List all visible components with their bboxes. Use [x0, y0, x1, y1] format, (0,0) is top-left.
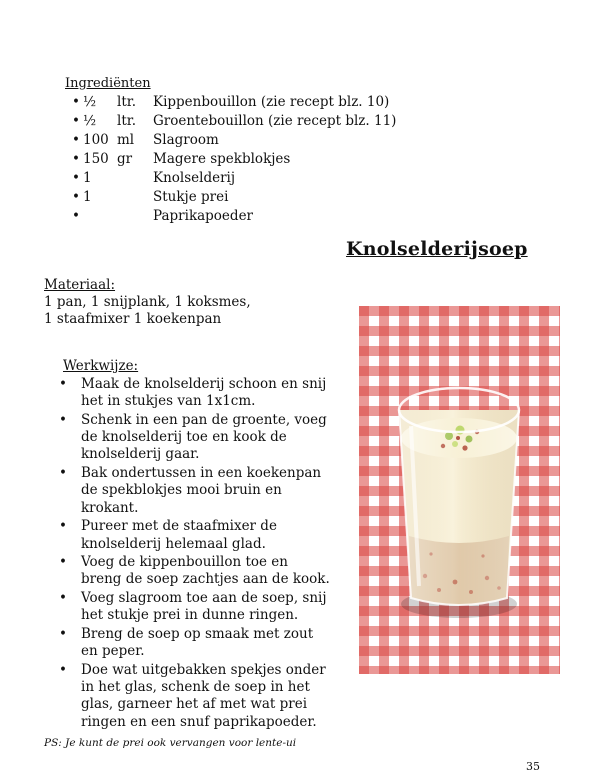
ingredient-qty: ½ [83, 94, 97, 110]
materials-line: 1 staafmixer 1 koekenpan [44, 311, 222, 327]
recipe-title: Knolselderijsoep [346, 238, 528, 260]
bullet: • [59, 376, 67, 392]
soup-photo [359, 306, 560, 674]
method-step [57, 590, 347, 625]
ingredient-unit: ltr. [117, 94, 137, 110]
ingredient-qty: 1 [83, 189, 92, 205]
step-line: en peper. [81, 643, 145, 660]
ingredient-unit: ml [117, 132, 135, 148]
materials-line: 1 pan, 1 snijplank, 1 koksmes, [44, 294, 251, 310]
step-line: ringen en een snuf paprikapoeder. [81, 713, 317, 730]
ingredient-unit: gr [117, 151, 133, 167]
step-line: glas, garneer het af met wat prei [81, 696, 308, 713]
bullet: • [72, 208, 80, 224]
bullet: • [59, 518, 67, 535]
ingredient-name: Slagroom [153, 132, 219, 148]
ingredient-name: Stukje prei [153, 189, 229, 205]
step-line: Voeg slagroom toe aan de soep, snij [81, 590, 327, 607]
method-step [57, 626, 347, 661]
step-line: Pureer met de staafmixer de [81, 518, 277, 535]
ingredient-qty: 100 [83, 132, 109, 148]
step-line: de spekblokjes mooi bruin en [81, 482, 282, 499]
step-line: Maak de knolselderij schoon en snij [81, 376, 327, 392]
step-line: breng de soep zachtjes aan de kook. [81, 571, 330, 588]
step-line: knolselderij helemaal glad. [81, 535, 266, 552]
step-line: Doe wat uitgebakken spekjes onder [81, 661, 326, 678]
ingredient-qty: ½ [83, 113, 97, 129]
step-line: knolselderij gaar. [81, 446, 200, 463]
ingredient-qty: 1 [83, 170, 92, 186]
step-line: Breng de soep op smaak met zout [81, 625, 314, 642]
bullet: • [59, 625, 67, 642]
method-step [57, 412, 347, 464]
ingredients-heading: Ingrediënten [65, 76, 151, 91]
ps-note: PS: Je kunt de prei ook vervangen voor lente-ui [44, 737, 297, 749]
bullet: • [72, 132, 80, 148]
method-step [57, 518, 347, 553]
step-line: in het glas, schenk de soep in het [81, 679, 310, 696]
step-line: Bak ondertussen in een koekenpan [81, 465, 322, 482]
ingredient-name: Magere spekblokjes [153, 151, 291, 167]
method-step [57, 465, 347, 517]
method-step [57, 662, 347, 731]
ingredient-name: Knolselderij [153, 170, 236, 186]
method-step [57, 376, 347, 411]
page-number: 35 [526, 760, 540, 773]
method-step [57, 554, 347, 589]
step-line: Schenk in een pan de groente, voeg [81, 411, 327, 428]
ingredient-qty: 150 [83, 151, 109, 167]
step-line: krokant. [81, 499, 139, 516]
ingredient-unit: ltr. [117, 113, 137, 129]
bullet: • [72, 170, 80, 186]
materials-heading: Materiaal: [44, 277, 116, 293]
method-heading: Werkwijze: [63, 358, 139, 374]
bullet: • [72, 151, 80, 167]
bullet: • [72, 189, 80, 205]
ingredient-name: Paprikapoeder [153, 208, 254, 224]
bullet: • [59, 411, 67, 428]
step-line: de knolselderij toe en kook de [81, 429, 287, 446]
ingredient-name: Kippenbouillon (zie recept blz. 10) [153, 94, 390, 110]
bullet: • [72, 94, 80, 110]
bullet: • [72, 113, 80, 129]
soup-glass-illustration [359, 306, 560, 674]
bullet: • [59, 465, 67, 482]
step-line: het stukje prei in dunne ringen. [81, 607, 299, 624]
method-steps [57, 376, 347, 732]
bullet: • [59, 661, 67, 678]
step-line: het in stukjes van 1x1cm. [81, 393, 256, 410]
step-line: Voeg de kippenbouillon toe en [81, 554, 288, 571]
bullet: • [59, 554, 67, 571]
ingredient-name: Groentebouillon (zie recept blz. 11) [153, 113, 397, 129]
bullet: • [59, 590, 67, 607]
